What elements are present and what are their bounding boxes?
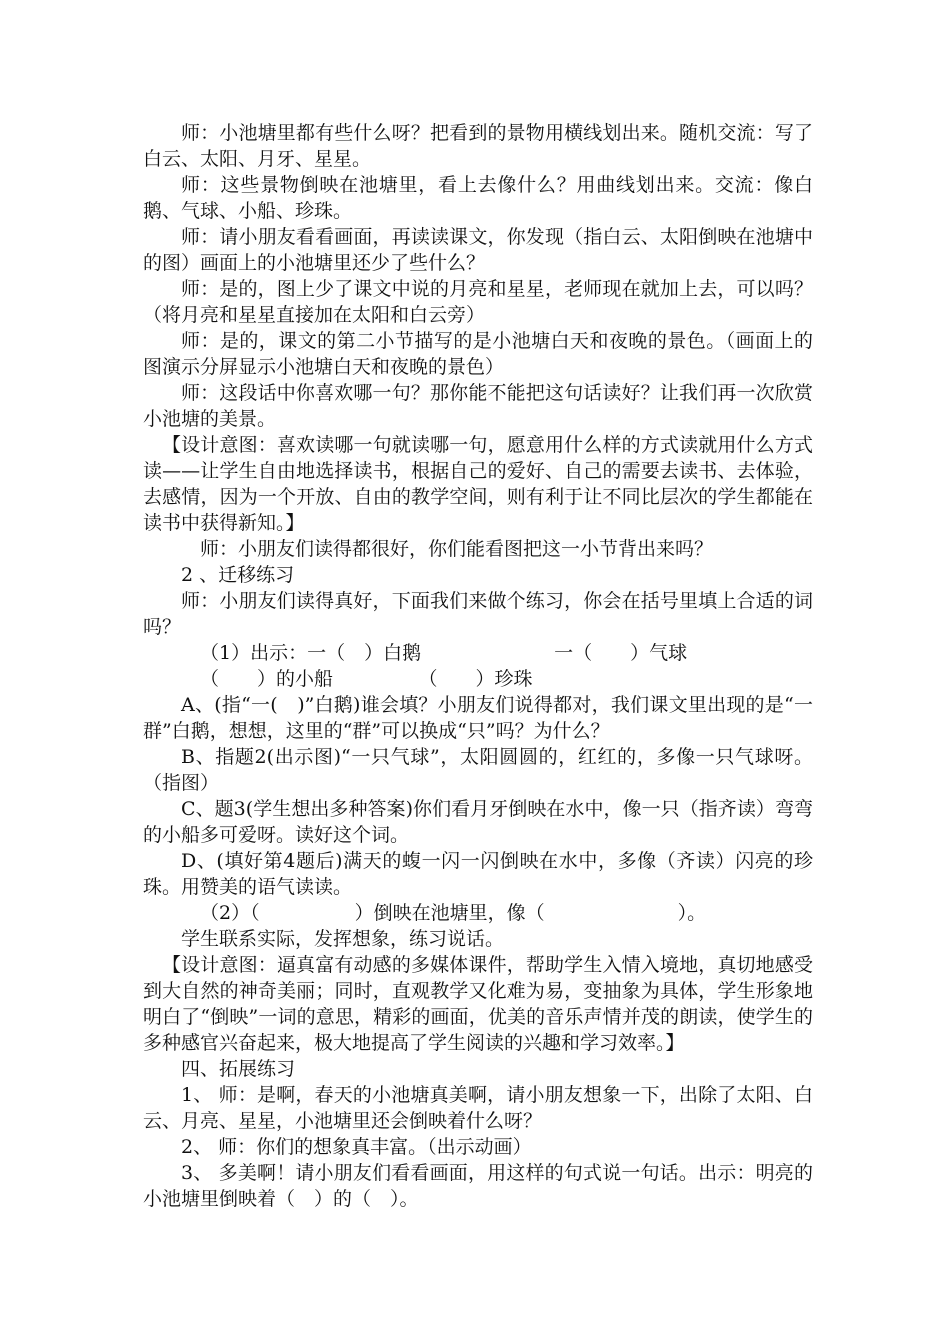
exercise-line: （2）（ ）倒映在池塘里，像（ ）。 bbox=[200, 902, 707, 924]
paragraph: 师：是的，课文的第二小节描写的是小池塘白天和夜晚的景色。（画面上的图演示分屏显示小池塘白天和夜晚的景色） bbox=[143, 330, 813, 378]
design-intent-note: 【设计意图：逼真富有动感的多媒体课件，帮助学生入情入境地，真切地感受到大自然的神奇美丽；同时，直观教学又化难为易，变抽象为具体，学生形象地明白了“倒映”一词的意思，精彩的画面，优美的音乐声情并茂的朗读，使学生的多种感官兴奋起来，极大地提高了学生阅读的兴趣和学习效率。】 bbox=[143, 954, 813, 1054]
paragraph: 1、 师：是啊，春天的小池塘真美啊，请小朋友想象一下，出除了太阳、白云、月亮、星星，小池塘里还会倒映着什么呀？ bbox=[143, 1084, 813, 1132]
paragraph: C、题3(学生想出多种答案)你们看月牙倒映在水中，像一只（指齐读）弯弯的小船多可爱呀。读好这个词。 bbox=[143, 798, 813, 846]
document-page bbox=[143, 120, 813, 1212]
paragraph: 师：这段话中你喜欢哪一句？那你能不能把这句话读好？让我们再一次欣赏小池塘的美景。 bbox=[143, 382, 813, 430]
section-heading: 2 、迁移练习 bbox=[181, 564, 295, 586]
paragraph: B、指题2(出示图)“一只气球”，太阳圆圆的，红红的，多像一只气球呀。（指图） bbox=[143, 746, 813, 794]
paragraph: 3、 多美啊！请小朋友们看看画面，用这样的句式说一句话。出示：明亮的小池塘里倒映着（ ）的（ ）。 bbox=[143, 1162, 813, 1210]
paragraph: 师：小池塘里都有些什么呀？把看到的景物用横线划出来。随机交流：写了白云、太阳、月牙、星星。 bbox=[143, 122, 813, 170]
paragraph: 师：是的，图上少了课文中说的月亮和星星，老师现在就加上去，可以吗？（将月亮和星星直接加在太阳和白云旁） bbox=[143, 278, 813, 326]
section-heading: 四、拓展练习 bbox=[181, 1058, 296, 1080]
design-intent-note: 【设计意图：喜欢读哪一句就读哪一句，愿意用什么样的方式读就用什么方式读——让学生自由地选择读书，根据自己的爱好、自己的需要去读书、去体验，去感情，因为一个开放、自由的教学空间，则有利于让不同比层次的学生都能在读书中获得新知。】 bbox=[143, 434, 813, 534]
paragraph: 师：小朋友们读得真好，下面我们来做个练习，你会在括号里填上合适的词吗？ bbox=[143, 590, 813, 638]
paragraph: D、(填好第4题后)满天的蝮一闪一闪倒映在水中，多像（齐读）闪亮的珍珠。用赞美的语气读读。 bbox=[143, 850, 813, 898]
exercise-line: （ ）的小船 （ ）珍珠 bbox=[200, 668, 533, 690]
paragraph: A、(指“一( )”白鹅)谁会填？小朋友们说得都对，我们课文里出现的是“一群”白鹅，想想，这里的“群”可以换成“只”吗？为什么？ bbox=[143, 694, 813, 742]
paragraph: 师：这些景物倒映在池塘里，看上去像什么？用曲线划出来。交流：像白鹅、气球、小船、珍珠。 bbox=[143, 174, 813, 222]
paragraph: 师：小朋友们读得都很好，你们能看图把这一小节背出来吗？ bbox=[200, 538, 714, 560]
exercise-line: （1）出示：一（ ）白鹅 一（ ）气球 bbox=[200, 642, 688, 664]
paragraph: 学生联系实际，发挥想象，练习说话。 bbox=[181, 928, 505, 950]
paragraph: 2、 师：你们的想象真丰富。（出示动画） bbox=[181, 1136, 532, 1158]
paragraph: 师：请小朋友看看画面，再读读课文，你发现（指白云、太阳倒映在池塘中的图）画面上的小池塘里还少了些什么？ bbox=[143, 226, 813, 274]
